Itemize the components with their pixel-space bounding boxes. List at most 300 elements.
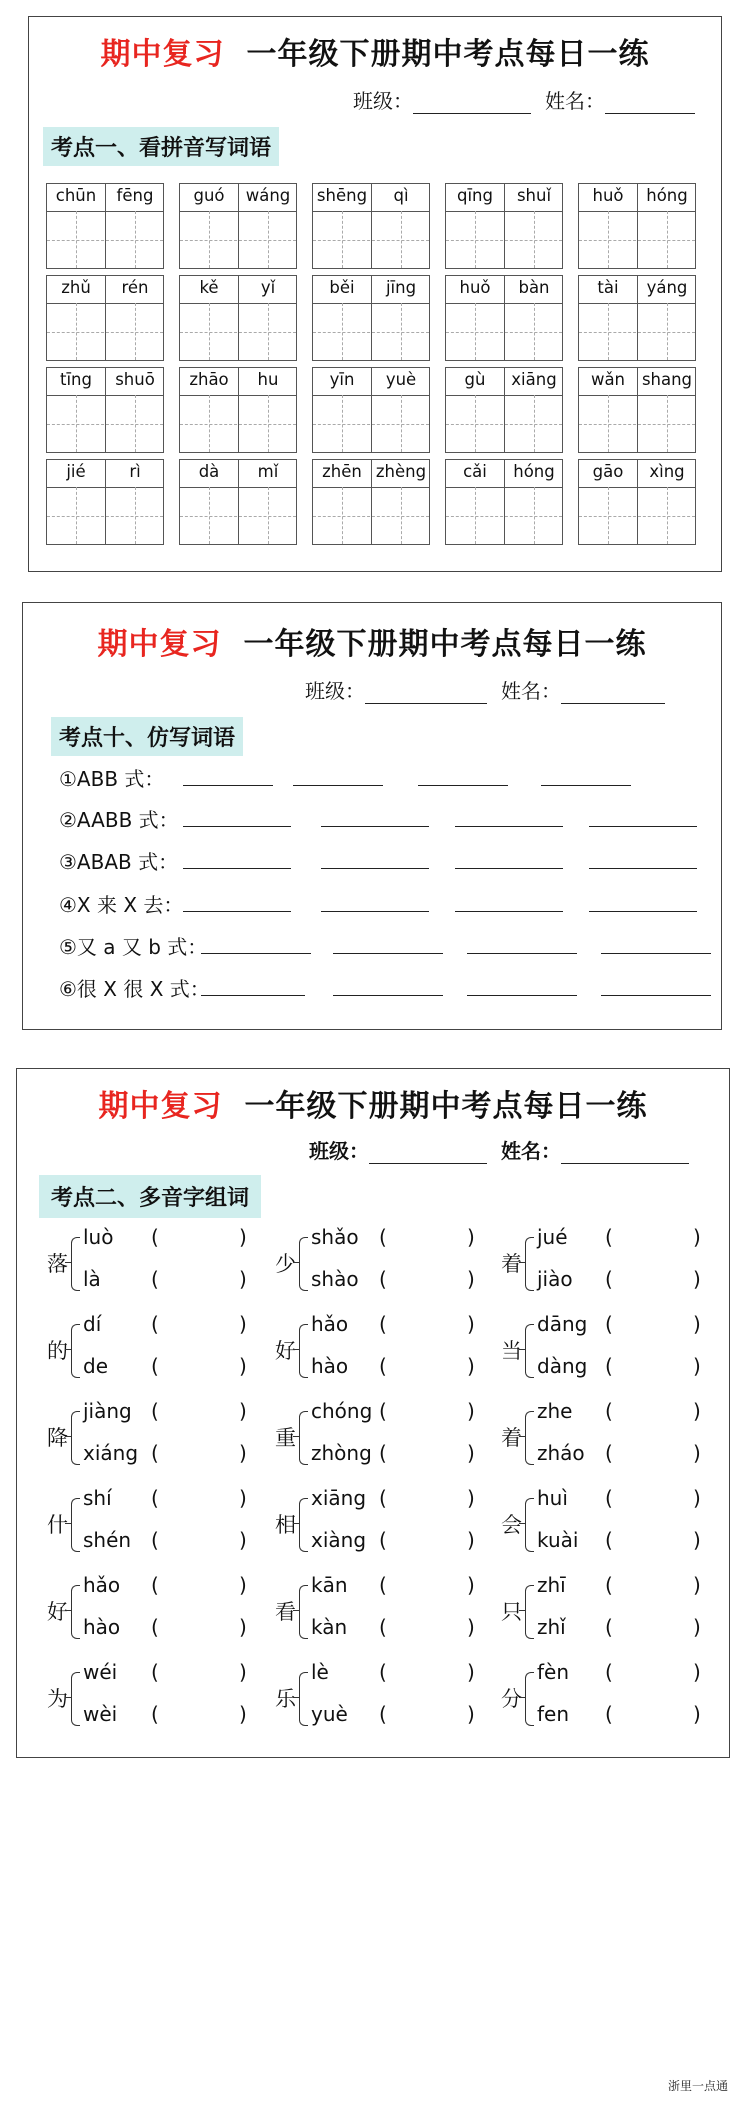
title-highlight: 期中复习 — [100, 37, 225, 72]
answer-paren-open[interactable]: ( — [379, 1225, 387, 1249]
reading-pinyin: xiáng — [83, 1441, 139, 1465]
reading-pinyin: hào — [83, 1615, 121, 1639]
brace — [299, 1672, 308, 1726]
answer-paren-open[interactable]: ( — [151, 1267, 159, 1291]
reading-pinyin: dí — [83, 1312, 102, 1336]
word-writing-box[interactable] — [445, 275, 563, 361]
polyphone-item — [275, 1573, 505, 1649]
guide-line — [446, 516, 562, 517]
reading-pinyin: kān — [311, 1573, 348, 1597]
answer-paren-close: ) — [693, 1267, 701, 1291]
guide-line — [608, 211, 609, 268]
brace — [71, 1237, 80, 1291]
pinyin-syllable: huǒ — [459, 278, 491, 297]
pinyin-syllable: gāo — [592, 462, 624, 481]
guide-line — [209, 211, 210, 268]
name-field[interactable] — [561, 1145, 689, 1164]
word-writing-box[interactable] — [578, 183, 696, 269]
grid-divider — [371, 460, 372, 544]
guide-line — [76, 487, 77, 544]
pinyin-syllable: jīng — [385, 278, 417, 297]
section-heading: 考点十、仿写词语 — [51, 717, 243, 756]
brace — [299, 1237, 308, 1291]
polyphone-item — [275, 1399, 505, 1475]
pattern-label: ⑥很 X 很 X 式： — [59, 977, 210, 1001]
answer-paren-open[interactable]: ( — [151, 1225, 159, 1249]
guide-line — [76, 211, 77, 268]
brace — [299, 1585, 308, 1639]
polyphone-char: 降 — [47, 1426, 68, 1450]
footer-watermark: 浙里一点通 — [667, 2079, 728, 2093]
reading-pinyin: luò — [83, 1225, 114, 1249]
grid-divider — [504, 184, 505, 268]
grid-divider — [504, 368, 505, 452]
grid-divider — [238, 276, 239, 360]
word-writing-box[interactable] — [179, 459, 297, 545]
reading-pinyin: wéi — [83, 1660, 118, 1684]
answer-paren-open[interactable]: ( — [151, 1486, 159, 1510]
worksheet-card-imitation — [22, 602, 722, 1030]
answer-paren-open[interactable]: ( — [605, 1354, 613, 1378]
answer-paren-open[interactable]: ( — [605, 1267, 613, 1291]
guide-line — [401, 303, 402, 360]
pinyin-syllable: qì — [393, 186, 409, 205]
polyphone-char: 着 — [501, 1252, 522, 1276]
guide-line — [268, 395, 269, 452]
answer-blank[interactable] — [467, 995, 577, 996]
answer-paren-close: ) — [239, 1615, 247, 1639]
answer-paren-open[interactable]: ( — [151, 1354, 159, 1378]
pinyin-syllable: chūn — [55, 186, 97, 205]
pinyin-syllable: zhǔ — [61, 278, 91, 297]
answer-paren-close: ) — [693, 1573, 701, 1597]
guide-line — [667, 487, 668, 544]
answer-paren-open[interactable]: ( — [379, 1615, 387, 1639]
answer-blank[interactable] — [201, 953, 311, 954]
answer-paren-open[interactable]: ( — [379, 1267, 387, 1291]
guide-line — [342, 303, 343, 360]
guide-line — [446, 424, 562, 425]
word-writing-box[interactable] — [445, 459, 563, 545]
answer-blank[interactable] — [183, 868, 291, 869]
word-writing-box[interactable] — [578, 367, 696, 453]
polyphone-char: 重 — [275, 1426, 296, 1450]
answer-paren-close: ) — [467, 1660, 475, 1684]
answer-paren-open[interactable]: ( — [605, 1441, 613, 1465]
polyphone-char: 当 — [501, 1339, 522, 1363]
reading-pinyin: kuài — [537, 1528, 579, 1552]
pinyin-syllable: tài — [597, 278, 619, 297]
word-writing-box[interactable] — [46, 275, 164, 361]
name-field[interactable] — [605, 95, 695, 114]
guide-line — [268, 487, 269, 544]
word-writing-box[interactable] — [312, 275, 430, 361]
polyphone-item — [47, 1225, 277, 1301]
answer-paren-open[interactable]: ( — [605, 1660, 613, 1684]
guide-line — [475, 303, 476, 360]
answer-blank[interactable] — [321, 911, 429, 912]
word-writing-box[interactable] — [179, 275, 297, 361]
answer-blank[interactable] — [589, 868, 697, 869]
guide-line — [47, 516, 163, 517]
answer-paren-close: ) — [239, 1486, 247, 1510]
word-writing-box[interactable] — [312, 459, 430, 545]
pinyin-syllable: hu — [257, 370, 279, 389]
answer-paren-open[interactable]: ( — [151, 1615, 159, 1639]
word-writing-box[interactable] — [312, 183, 430, 269]
guide-line — [401, 211, 402, 268]
class-field[interactable] — [413, 95, 531, 114]
answer-paren-close: ) — [467, 1441, 475, 1465]
answer-paren-open[interactable]: ( — [605, 1573, 613, 1597]
class-field[interactable] — [365, 685, 487, 704]
polyphone-char: 看 — [275, 1600, 296, 1624]
grid-divider — [637, 460, 638, 544]
answer-blank[interactable] — [321, 868, 429, 869]
grid-divider — [371, 276, 372, 360]
worksheet-card-polyphone — [16, 1068, 730, 1758]
pinyin-syllable: mǐ — [257, 462, 279, 481]
polyphone-item — [275, 1660, 505, 1736]
reading-pinyin: shǎo — [311, 1225, 359, 1249]
reading-pinyin: shén — [83, 1528, 132, 1552]
answer-paren-close: ) — [467, 1486, 475, 1510]
title-text: 一年级下册期中考点每日一练 — [243, 627, 647, 662]
guide-line — [209, 303, 210, 360]
grid-divider — [637, 184, 638, 268]
student-info — [305, 675, 665, 704]
answer-paren-open[interactable]: ( — [151, 1660, 159, 1684]
guide-line — [47, 332, 163, 333]
grid-divider — [637, 368, 638, 452]
answer-paren-open[interactable]: ( — [151, 1528, 159, 1552]
guide-line — [76, 303, 77, 360]
answer-paren-open[interactable]: ( — [379, 1702, 387, 1726]
guide-line — [475, 211, 476, 268]
pinyin-syllable: zhāo — [189, 370, 229, 389]
student-info — [353, 85, 695, 114]
answer-blank[interactable] — [183, 785, 273, 786]
guide-line — [47, 240, 163, 241]
reading-pinyin: jiàng — [83, 1399, 132, 1423]
answer-paren-close: ) — [239, 1573, 247, 1597]
grid-divider — [504, 276, 505, 360]
guide-line — [342, 487, 343, 544]
answer-paren-close: ) — [693, 1615, 701, 1639]
guide-line — [76, 395, 77, 452]
pinyin-syllable: tīng — [60, 370, 92, 389]
word-writing-box[interactable] — [578, 459, 696, 545]
reading-pinyin: zhòng — [311, 1441, 372, 1465]
name-field[interactable] — [561, 685, 665, 704]
grid-divider — [105, 460, 106, 544]
reading-pinyin: là — [83, 1267, 101, 1291]
answer-paren-close: ) — [239, 1354, 247, 1378]
brace — [71, 1672, 80, 1726]
pinyin-syllable: jié — [66, 462, 86, 481]
answer-blank[interactable] — [455, 868, 563, 869]
class-label: 班级： — [353, 89, 413, 113]
answer-paren-open[interactable]: ( — [379, 1441, 387, 1465]
polyphone-item — [501, 1573, 731, 1649]
answer-paren-open[interactable]: ( — [379, 1399, 387, 1423]
brace — [71, 1324, 80, 1378]
answer-paren-open[interactable]: ( — [605, 1312, 613, 1336]
guide-line — [209, 487, 210, 544]
pinyin-syllable: xiāng — [511, 370, 557, 389]
guide-line — [579, 424, 695, 425]
answer-paren-open[interactable]: ( — [151, 1702, 159, 1726]
pinyin-syllable: guó — [193, 186, 225, 205]
reading-pinyin: xiāng — [311, 1486, 367, 1510]
answer-paren-close: ) — [239, 1267, 247, 1291]
name-label: 姓名： — [545, 89, 605, 113]
answer-paren-open[interactable]: ( — [151, 1399, 159, 1423]
pinyin-syllable: qīng — [457, 186, 493, 205]
guide-line — [313, 424, 429, 425]
title-text: 一年级下册期中考点每日一练 — [246, 37, 650, 72]
answer-blank[interactable] — [183, 911, 291, 912]
guide-line — [47, 424, 163, 425]
pinyin-syllable: yīn — [329, 370, 355, 389]
answer-paren-close: ) — [239, 1660, 247, 1684]
reading-pinyin: zháo — [537, 1441, 585, 1465]
polyphone-item — [275, 1486, 505, 1562]
guide-line — [534, 487, 535, 544]
brace — [525, 1324, 534, 1378]
pattern-label: ⑤又 a 又 b 式： — [59, 935, 208, 959]
word-writing-box[interactable] — [46, 367, 164, 453]
guide-line — [135, 303, 136, 360]
polyphone-item — [501, 1225, 731, 1301]
guide-line — [180, 332, 296, 333]
reading-pinyin: jué — [537, 1225, 568, 1249]
answer-blank[interactable] — [589, 911, 697, 912]
pinyin-syllable: shuō — [115, 370, 155, 389]
answer-blank[interactable] — [183, 826, 291, 827]
polyphone-item — [47, 1486, 277, 1562]
guide-line — [534, 395, 535, 452]
answer-blank[interactable] — [201, 995, 305, 996]
guide-line — [342, 395, 343, 452]
guide-line — [313, 240, 429, 241]
polyphone-char: 只 — [501, 1600, 522, 1624]
answer-paren-open[interactable]: ( — [151, 1312, 159, 1336]
grid-divider — [238, 368, 239, 452]
reading-pinyin: chóng — [311, 1399, 373, 1423]
word-writing-box[interactable] — [445, 183, 563, 269]
brace — [525, 1237, 534, 1291]
guide-line — [579, 516, 695, 517]
answer-paren-close: ) — [239, 1702, 247, 1726]
brace — [525, 1672, 534, 1726]
reading-pinyin: hǎo — [83, 1573, 121, 1597]
pinyin-syllable: běi — [329, 278, 355, 297]
pinyin-syllable: zhēn — [322, 462, 362, 481]
polyphone-char: 少 — [275, 1252, 296, 1276]
reading-pinyin: wèi — [83, 1702, 118, 1726]
pattern-label: ④X 来 X 去： — [59, 893, 184, 917]
answer-paren-close: ) — [239, 1225, 247, 1249]
name-label: 姓名： — [501, 1139, 561, 1163]
reading-pinyin: huì — [537, 1486, 568, 1510]
answer-blank[interactable] — [455, 826, 563, 827]
guide-line — [667, 211, 668, 268]
pinyin-syllable: bàn — [518, 278, 550, 297]
pinyin-syllable: yáng — [646, 278, 688, 297]
answer-paren-close: ) — [467, 1702, 475, 1726]
brace — [71, 1411, 80, 1465]
pinyin-syllable: huǒ — [592, 186, 624, 205]
pattern-label: ②AABB 式： — [59, 808, 179, 832]
class-label: 班级： — [309, 1139, 369, 1163]
pinyin-syllable: yuè — [385, 370, 417, 389]
word-writing-box[interactable] — [46, 183, 164, 269]
pinyin-syllable: wǎn — [590, 370, 626, 389]
reading-pinyin: zhǐ — [537, 1615, 566, 1639]
answer-blank[interactable] — [589, 826, 697, 827]
polyphone-item — [47, 1399, 277, 1475]
pinyin-syllable: cǎi — [463, 462, 487, 481]
guide-line — [313, 516, 429, 517]
answer-blank[interactable] — [455, 911, 563, 912]
answer-paren-close: ) — [693, 1660, 701, 1684]
word-writing-box[interactable] — [578, 275, 696, 361]
answer-paren-open[interactable]: ( — [379, 1312, 387, 1336]
guide-line — [667, 395, 668, 452]
guide-line — [401, 487, 402, 544]
answer-paren-open[interactable]: ( — [379, 1660, 387, 1684]
answer-paren-open[interactable]: ( — [605, 1528, 613, 1552]
answer-paren-open[interactable]: ( — [605, 1615, 613, 1639]
reading-pinyin: yuè — [311, 1702, 348, 1726]
answer-blank[interactable] — [467, 953, 577, 954]
guide-line — [180, 516, 296, 517]
reading-pinyin: xiàng — [311, 1528, 367, 1552]
brace — [525, 1411, 534, 1465]
word-writing-box[interactable] — [312, 367, 430, 453]
pinyin-syllable: shuǐ — [516, 186, 552, 205]
guide-line — [268, 211, 269, 268]
answer-paren-close: ) — [467, 1573, 475, 1597]
pinyin-syllable: hóng — [513, 462, 555, 481]
reading-pinyin: kàn — [311, 1615, 348, 1639]
polyphone-char: 的 — [47, 1339, 68, 1363]
guide-line — [268, 303, 269, 360]
pinyin-syllable: yǐ — [260, 278, 276, 297]
pinyin-syllable: gù — [464, 370, 486, 389]
reading-pinyin: zhī — [537, 1573, 566, 1597]
answer-blank[interactable] — [541, 785, 631, 786]
polyphone-char: 好 — [47, 1600, 68, 1624]
pinyin-syllable: shēng — [316, 186, 368, 205]
answer-paren-close: ) — [467, 1312, 475, 1336]
word-writing-box[interactable] — [46, 459, 164, 545]
answer-paren-close: ) — [693, 1486, 701, 1510]
answer-blank[interactable] — [601, 995, 711, 996]
answer-paren-open[interactable]: ( — [379, 1528, 387, 1552]
answer-paren-open[interactable]: ( — [151, 1441, 159, 1465]
answer-paren-open[interactable]: ( — [379, 1486, 387, 1510]
brace — [71, 1498, 80, 1552]
polyphone-char: 分 — [501, 1687, 522, 1711]
guide-line — [534, 211, 535, 268]
title-text: 一年级下册期中考点每日一练 — [244, 1089, 648, 1124]
answer-paren-open[interactable]: ( — [605, 1702, 613, 1726]
answer-paren-close: ) — [693, 1441, 701, 1465]
reading-pinyin: fen — [537, 1702, 570, 1726]
pinyin-syllable: kě — [199, 278, 219, 297]
reading-pinyin: dāng — [537, 1312, 588, 1336]
answer-blank[interactable] — [333, 995, 443, 996]
answer-paren-close: ) — [467, 1399, 475, 1423]
brace — [299, 1411, 308, 1465]
answer-blank[interactable] — [418, 785, 508, 786]
reading-pinyin: hào — [311, 1354, 349, 1378]
grid-divider — [637, 276, 638, 360]
answer-paren-open[interactable]: ( — [605, 1399, 613, 1423]
title-highlight: 期中复习 — [98, 1089, 223, 1124]
guide-line — [579, 240, 695, 241]
card-title — [17, 1081, 729, 1125]
word-writing-box[interactable] — [179, 367, 297, 453]
pinyin-syllable: rén — [121, 278, 149, 297]
brace — [299, 1324, 308, 1378]
answer-paren-open[interactable]: ( — [605, 1225, 613, 1249]
grid-divider — [105, 276, 106, 360]
section-heading: 考点一、看拼音写词语 — [43, 127, 279, 166]
answer-paren-close: ) — [467, 1528, 475, 1552]
polyphone-item — [501, 1312, 731, 1388]
answer-paren-close: ) — [693, 1528, 701, 1552]
answer-blank[interactable] — [293, 785, 383, 786]
pattern-label: ①ABB 式： — [59, 767, 165, 791]
word-writing-box[interactable] — [445, 367, 563, 453]
answer-blank[interactable] — [321, 826, 429, 827]
guide-line — [534, 303, 535, 360]
worksheet-card-pinyin — [28, 16, 722, 572]
guide-line — [313, 332, 429, 333]
guide-line — [135, 395, 136, 452]
polyphone-item — [501, 1660, 731, 1736]
answer-paren-close: ) — [467, 1615, 475, 1639]
answer-blank[interactable] — [333, 953, 443, 954]
pinyin-syllable: shang — [641, 370, 693, 389]
polyphone-char: 落 — [47, 1252, 68, 1276]
guide-line — [608, 395, 609, 452]
answer-paren-open[interactable]: ( — [605, 1486, 613, 1510]
guide-line — [446, 240, 562, 241]
pinyin-syllable: fēng — [116, 186, 154, 205]
name-label: 姓名： — [501, 679, 561, 703]
word-writing-box[interactable] — [179, 183, 297, 269]
polyphone-item — [47, 1312, 277, 1388]
polyphone-item — [275, 1225, 505, 1301]
answer-paren-open[interactable]: ( — [379, 1354, 387, 1378]
pinyin-syllable: xìng — [649, 462, 685, 481]
answer-blank[interactable] — [601, 953, 711, 954]
answer-paren-open[interactable]: ( — [379, 1573, 387, 1597]
answer-paren-open[interactable]: ( — [151, 1573, 159, 1597]
answer-paren-close: ) — [693, 1399, 701, 1423]
guide-line — [342, 211, 343, 268]
polyphone-item — [47, 1573, 277, 1649]
class-field[interactable] — [369, 1145, 487, 1164]
polyphone-item — [501, 1399, 731, 1475]
answer-paren-close: ) — [467, 1225, 475, 1249]
polyphone-item — [47, 1660, 277, 1736]
brace — [299, 1498, 308, 1552]
